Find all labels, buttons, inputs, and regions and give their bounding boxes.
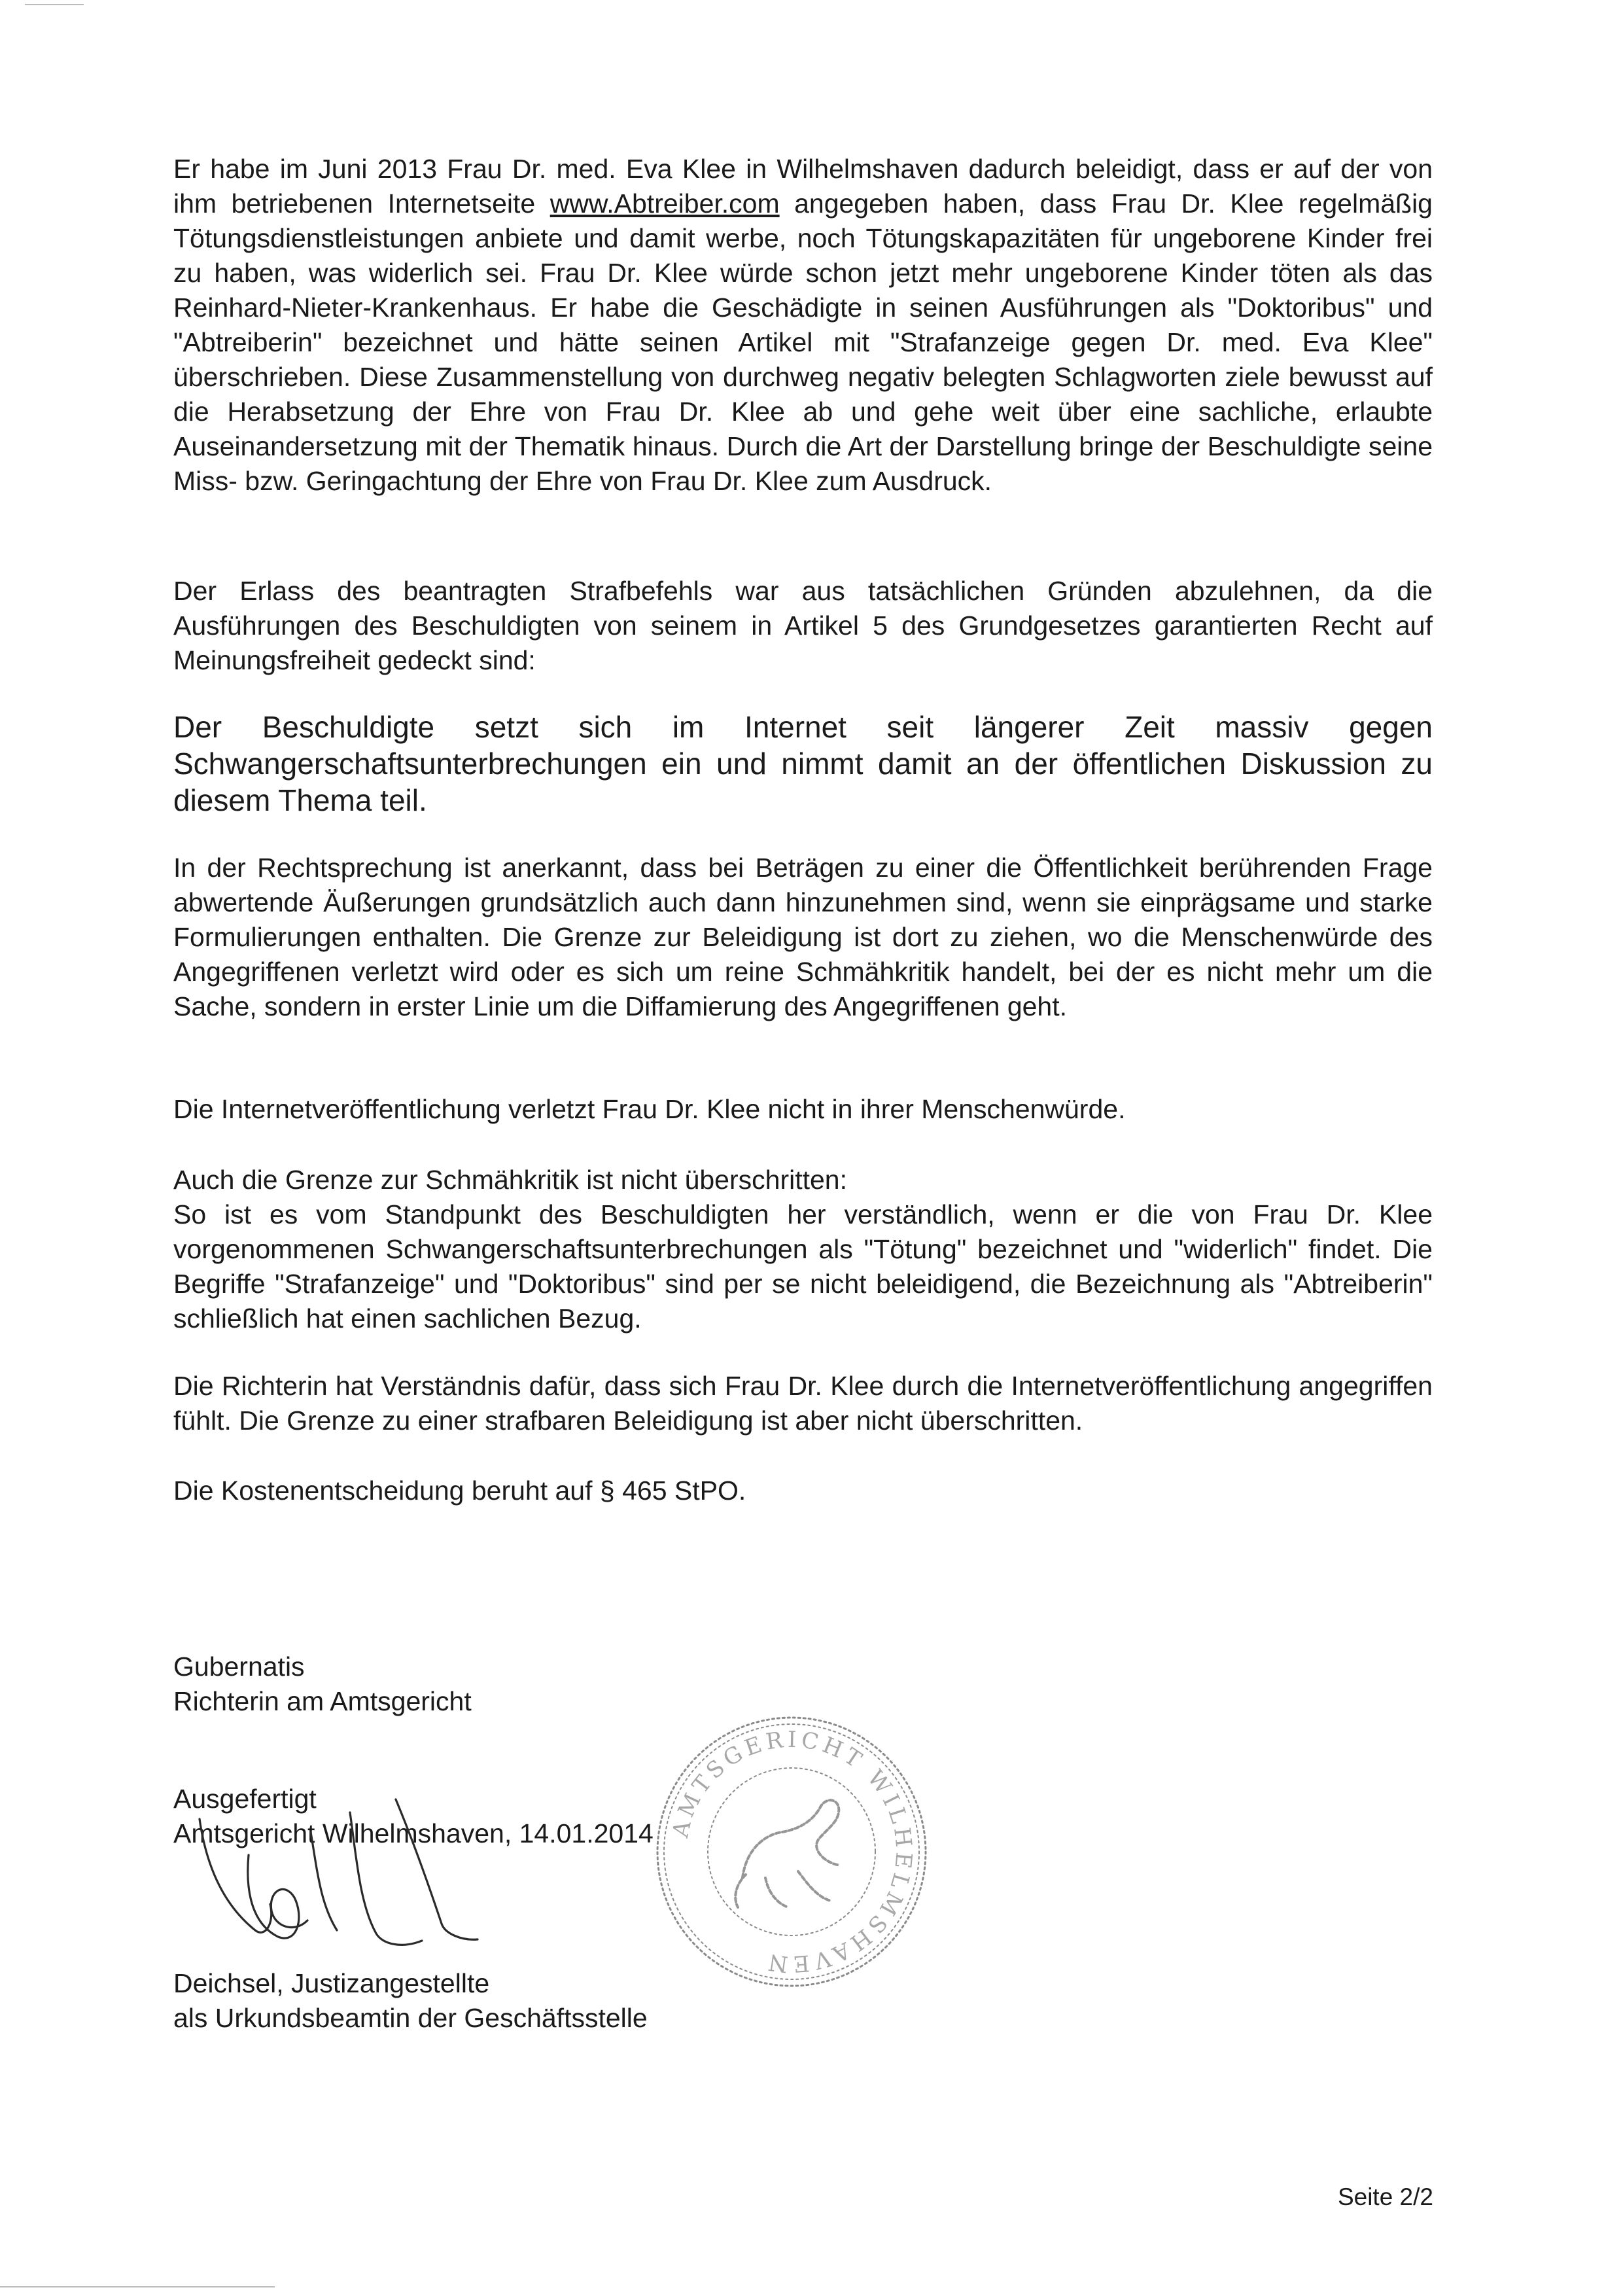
- paragraph-legal-standard: In der Rechtsprechung ist anerkannt, dass bei Beträgen zu einer die Öffentlichkeit berührenden Frage abwertende Äußerungen grundsätzlich auch dann hinzunehmen sind, wenn sie einprägsame und starke Formulierungen enthalten. Die Grenze zur Beleidigung ist dort zu ziehen, wo die Menschenwürde des Angegriffenen verletzt wird oder es sich um reine Schmähkritik handelt, bei der es nicht mehr um die Sache, sondern in erster Linie um die Diffamierung des Angegriffenen geht.: [173, 853, 1433, 1021]
- issued-label: Ausgefertigt: [173, 1784, 317, 1814]
- paragraph-text: angegeben haben, dass Frau Dr. Klee regelmäßig Tötungsdienstleistungen anbiete und damit werbe, noch Tötungskapazitäten für ungeborene Kinder frei zu haben, was widerlich sei. Frau Dr. Klee würde schon jetzt mehr ungeborene Kinder töten als das Reinhard-Nieter-Krankenhaus. Er habe die Geschädigte in seinen Ausführungen als "Doktoribus" und "Abtreiberin" bezeichnet und hätte seinen Artikel mit "Strafanzeige gegen Dr. med. Eva Klee" überschrieben. Diese Zusammenstellung von durchweg negativ belegten Schlagworten ziele bewusst auf die Herabsetzung der Ehre von Frau Dr. Klee ab und gehe weit über eine sachliche, erlaubte Auseinandersetzung mit der Thematik hinaus. Durch die Art der Darstellung bringe der Beschuldigte seine Miss- bzw. Geringachtung der Ehre von Frau Dr. Klee zum Ausdruck.: [173, 188, 1433, 496]
- svg-text:AMTSGERICHT WILHELMSHAVEN: AMTSGERICHT WILHELMSHAVEN: [667, 1726, 917, 1977]
- scan-edge-mark: [0, 2286, 275, 2287]
- court-and-date: Amtsgericht Wilhelmshaven, 14.01.2014: [173, 1818, 654, 1848]
- clerk-name: Deichsel, Justizangestellte: [173, 1968, 490, 1998]
- judge-name: Gubernatis: [173, 1651, 305, 1682]
- judge-signature-block: [173, 1650, 472, 1719]
- page-number: Seite 2/2: [1337, 2183, 1433, 2210]
- judge-title: Richterin am Amtsgericht: [173, 1686, 472, 1716]
- paragraph-defamation-limit: [173, 1163, 1433, 1336]
- paragraph-context: Der Beschuldigte setzt sich im Internet seit längerer Zeit massiv gegen Schwangerschaftsunterbrechungen ein und nimmt damit an der öffentlichen Diskussion zu diesem Thema teil.: [173, 710, 1433, 817]
- paragraph-text: Er habe im Juni 2013 Frau Dr. med. Eva Klee in Wilhelmshaven dadurch beleidigt, dass er auf der von ihm betriebenen Internetseite: [173, 154, 1433, 219]
- paragraph-conclusion: Die Richterin hat Verständnis dafür, dass sich Frau Dr. Klee durch die Internetveröffentlichung angegriffen fühlt. Die Grenze zu einer strafbaren Beleidigung ist aber nicht überschritten.: [173, 1371, 1433, 1436]
- paragraph-allegation: [173, 152, 1433, 499]
- scan-edge-mark: [25, 4, 84, 5]
- paragraph-costs: Die Kostenentscheidung beruht auf § 465 StPO.: [173, 1475, 746, 1506]
- paragraph-lead-line: Auch die Grenze zur Schmähkritik ist nicht überschritten:: [173, 1165, 847, 1195]
- court-seal: [648, 1708, 935, 1996]
- paragraph-decision: Der Erlass des beantragten Strafbefehls war aus tatsächlichen Gründen abzulehnen, da die Ausführungen des Beschuldigten von seinem in Artikel 5 des Grundgesetzes garantierten Recht auf Meinungsfreiheit gedeckt sind:: [173, 576, 1433, 675]
- handwritten-signature: [186, 1793, 494, 1983]
- paragraph-text: So ist es vom Standpunkt des Beschuldigten her verständlich, wenn er die von Frau Dr. Klee vorgenommenen Schwangerschaftsunterbrechungen als "Tötung" bezeichnet und "widerlich" findet. Die Begriffe "Strafanzeige" und "Doktoribus" sind per se nicht beleidigend, die Bezeichnung als "Abtreiberin" schließlich hat einen sachlichen Bezug.: [173, 1199, 1433, 1333]
- paragraph-dignity: Die Internetveröffentlichung verletzt Frau Dr. Klee nicht in ihrer Menschenwürde.: [173, 1094, 1126, 1124]
- clerk-role: als Urkundsbeamtin der Geschäftsstelle: [173, 2003, 648, 2033]
- website-link[interactable]: www.Abtreiber.com: [550, 188, 780, 219]
